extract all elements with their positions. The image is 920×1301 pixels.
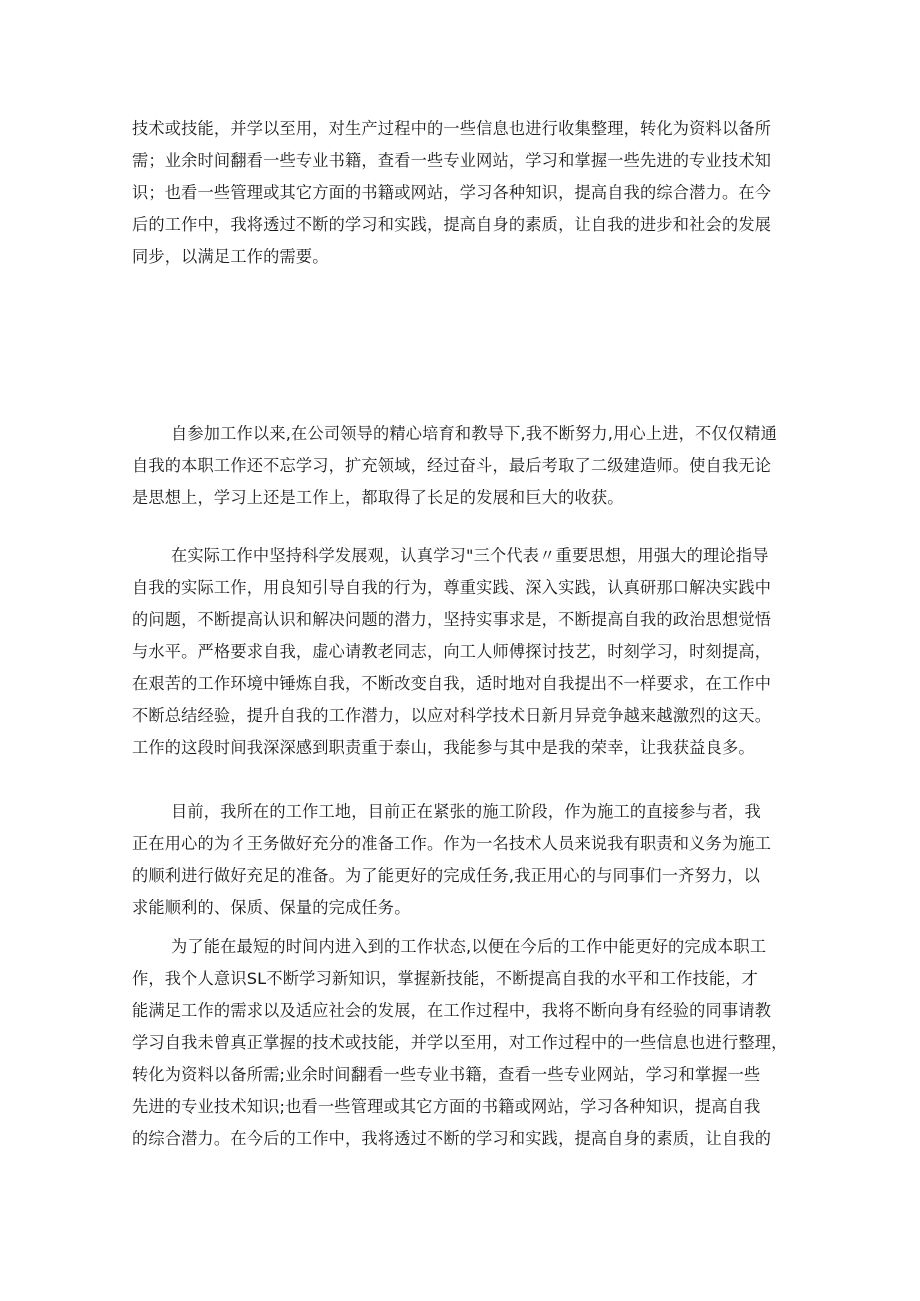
text-line: 同步，以满足工作的需要。 xyxy=(132,247,329,266)
text-line: 后的工作中，我将透过不断的学习和实践，提高自身的素质，让自我的进步和社会的发展 xyxy=(132,215,772,234)
paragraph xyxy=(132,418,796,514)
text-line: 不断总结经验，提升自我的工作潜力，以应对科学技术日新月异竞争越来越激烈的这天。 xyxy=(132,706,772,725)
text-line: 与水平。严格要求自我，虚心请教老同志，向工人师傅探讨技艺，时刻学习，时刻提高， xyxy=(132,642,772,661)
text-line: 工作的这段时间我深深感到职责重于泰山，我能参与其中是我的荣幸，让我获益良多。 xyxy=(132,738,755,757)
text-line: 作，我个人意识SL不断学习新知识，掌握新技能，不断提高自我的水平和工作技能，才 xyxy=(132,969,759,988)
text-line: 目前，我所在的工作工地，目前正在紧张的施工阶段，作为施工的直接参与者，我 xyxy=(171,802,761,821)
text-line: 是思想上，学习上还是工作上，都取得了长足的发展和巨大的收获。 xyxy=(132,488,624,507)
text-line: 正在用心的为彳王务做好充分的准备工作。作为一名技术人员来说我有职责和义务为施工 xyxy=(132,834,772,853)
text-line: 转化为资料以备所需;业余时间翻看一些专业书籍，查看一些专业网站，学习和掌握一些 xyxy=(132,1065,761,1084)
text-line: 自参加工作以来,在公司领导的精心培育和教导下,我不断努力,用心上进，不仅仅精通 xyxy=(171,424,777,443)
text-line: 识；也看一些管理或其它方面的书籍或网站，学习各种知识，提高自我的综合潜力。在今 xyxy=(132,183,772,202)
text-line: 先进的专业技术知识;也看一些管理或其它方面的书籍或网站，学习各种知识，提高自我 xyxy=(132,1097,761,1116)
text-line: 自我的本职工作还不忘学习，扩充领域，经过奋斗，最后考取了二级建造师。使自我无论 xyxy=(132,456,772,475)
text-line: 在实际工作中坚持科学发展观，认真学习"三个代表〃重要思想，用强大的理论指导 xyxy=(171,546,769,565)
text-line: 学习自我未曾真正掌握的技术或技能，并学以至用，对工作过程中的一些信息也进行整理， xyxy=(132,1033,788,1052)
text-line: 的顺利进行做好充足的准备。为了能更好的完成任务,我正用心的与同事们一齐努力，以 xyxy=(132,866,761,885)
paragraph-continued xyxy=(132,113,796,273)
text-line: 为了能在最短的时间内进入到的工作状态,以便在今后的工作中能更好的完成本职工 xyxy=(171,937,767,956)
text-line: 需；业余时间翻看一些专业书籍，查看一些专业网站，学习和掌握一些先进的专业技术知 xyxy=(132,151,772,170)
text-line: 的综合潜力。在今后的工作中，我将透过不断的学习和实践，提高自身的素质，让自我的 xyxy=(132,1129,772,1148)
paragraph xyxy=(132,796,796,924)
text-line: 求能顺利的、保质、保量的完成任务。 xyxy=(132,898,411,917)
paragraph xyxy=(132,931,796,1155)
text-line: 技术或技能，并学以至用，对生产过程中的一些信息也进行收集整理，转化为资料以备所 xyxy=(132,119,772,138)
text-line: 的问题，不断提高认识和解决问题的潜力，坚持实事求是，不断提高自我的政治思想觉悟 xyxy=(132,610,772,629)
text-line: 能满足工作的需求以及适应社会的发展，在工作过程中，我将不断向身有经验的同事请教 xyxy=(132,1001,772,1020)
text-line: 在艰苦的工作环境中锤炼自我，不断改变自我，适时地对自我提出不一样要求，在工作中 xyxy=(132,674,772,693)
paragraph xyxy=(132,540,796,764)
text-line: 自我的实际工作，用良知引导自我的行为，尊重实践、深入实践，认真研那口解决实践中 xyxy=(132,578,772,597)
